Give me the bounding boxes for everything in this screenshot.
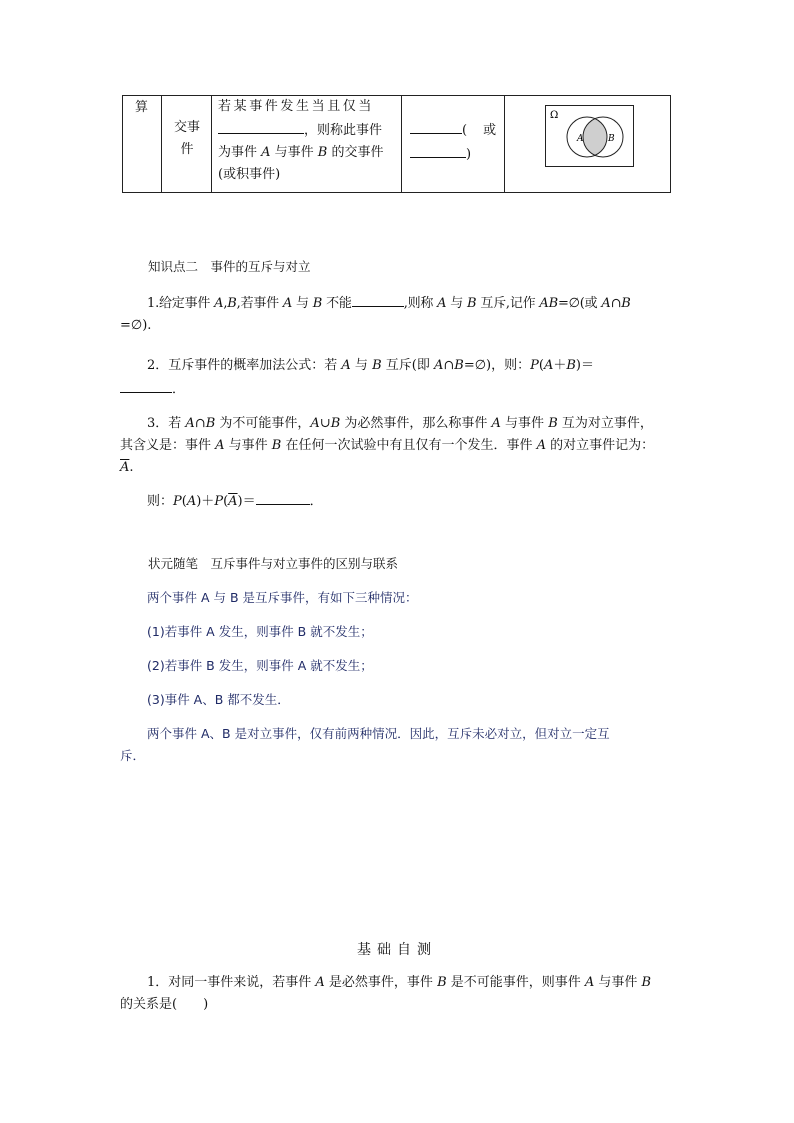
- note-line: 斥．: [120, 748, 146, 763]
- section-title: 知识点二 事件的互斥与对立: [148, 259, 311, 274]
- venn-label-b: B: [608, 134, 615, 144]
- paragraph-complement-definition: 3．若 A∩B 为不可能事件，A∪B 为必然事件，那么称事件 A 与事件 B 互为对立事件， 其含义是：事件 A 与事件 B 在任何一次试验中有且仅有一个发生．事件 A 的对立事件记为： $\overline{A}$.: [120, 416, 655, 475]
- table-cell-symbol: ( 或 ): [410, 118, 500, 166]
- definition-line: 若某事件发生当且仅当: [218, 99, 375, 114]
- venn-label-a: A: [577, 134, 584, 144]
- table-cell-definition: [218, 96, 398, 186]
- paragraph-addition-formula: 2．互斥事件的概率加法公式：若 A 与 B 互斥(即 A∩B=∅)，则：P(A＋B)＝ ．: [120, 355, 680, 401]
- note-title: 状元随笔 互斥事件与对立事件的区别与联系: [148, 556, 399, 571]
- venn-diagram: [545, 105, 634, 167]
- fill-blank[interactable]: [218, 118, 304, 134]
- fill-blank[interactable]: [410, 142, 466, 158]
- table-divider: [161, 96, 162, 192]
- venn-omega-label: Ω: [550, 110, 559, 121]
- fill-blank[interactable]: [410, 118, 462, 134]
- paragraph-disjoint-definition: 1.给定事件 A,B,若事件 A 与 B 不能 ,则称 A 与 B 互斥,记作 AB=∅(或 A∩B =∅).: [120, 291, 680, 337]
- table-cell-name-line: 交事: [173, 120, 200, 135]
- table-divider: [211, 96, 212, 192]
- note-line: 两个事件 A 与 B 是互斥事件，有如下三种情况：: [147, 590, 418, 605]
- note-body: [120, 587, 680, 767]
- note-line: (1)若事件 A 发生，则事件 B 就不发生；: [147, 624, 373, 639]
- definition-table: [122, 95, 671, 193]
- table-cell-category: 算: [135, 100, 149, 115]
- note-line: (3)事件 A、B 都不发生．: [147, 692, 290, 707]
- definition-line: (或积事件): [218, 167, 281, 182]
- paragraph-complement-formula: 则：$P(A)+P(\overline{A})=$ ．: [120, 489, 680, 513]
- question-1: 1．对同一事件来说，若事件 A 是必然事件，事件 B 是不可能事件，则事件 A 与事件 B 的关系是( ): [120, 975, 652, 1012]
- note-line: (2)若事件 B 发生，则事件 A 就不发生；: [147, 658, 373, 673]
- definition-line: ，则称此事件: [218, 118, 398, 142]
- section-title-self-test: 基础自测: [357, 942, 437, 958]
- fill-blank[interactable]: [352, 291, 404, 307]
- table-cell-name-line: 件: [180, 142, 194, 157]
- fill-blank[interactable]: [256, 489, 310, 505]
- table-divider: [401, 96, 402, 192]
- fill-blank[interactable]: [120, 377, 172, 393]
- definition-line: 为事件 A 与事件 B 的交事件: [218, 145, 384, 160]
- table-divider: [504, 96, 505, 192]
- note-line: 两个事件 A、B 是对立事件，仅有前两种情况．因此，互斥未必对立，但对立一定互: [147, 726, 610, 741]
- table-cell-name: [171, 117, 203, 161]
- complement-symbol: $\overline{A}$: [120, 460, 130, 475]
